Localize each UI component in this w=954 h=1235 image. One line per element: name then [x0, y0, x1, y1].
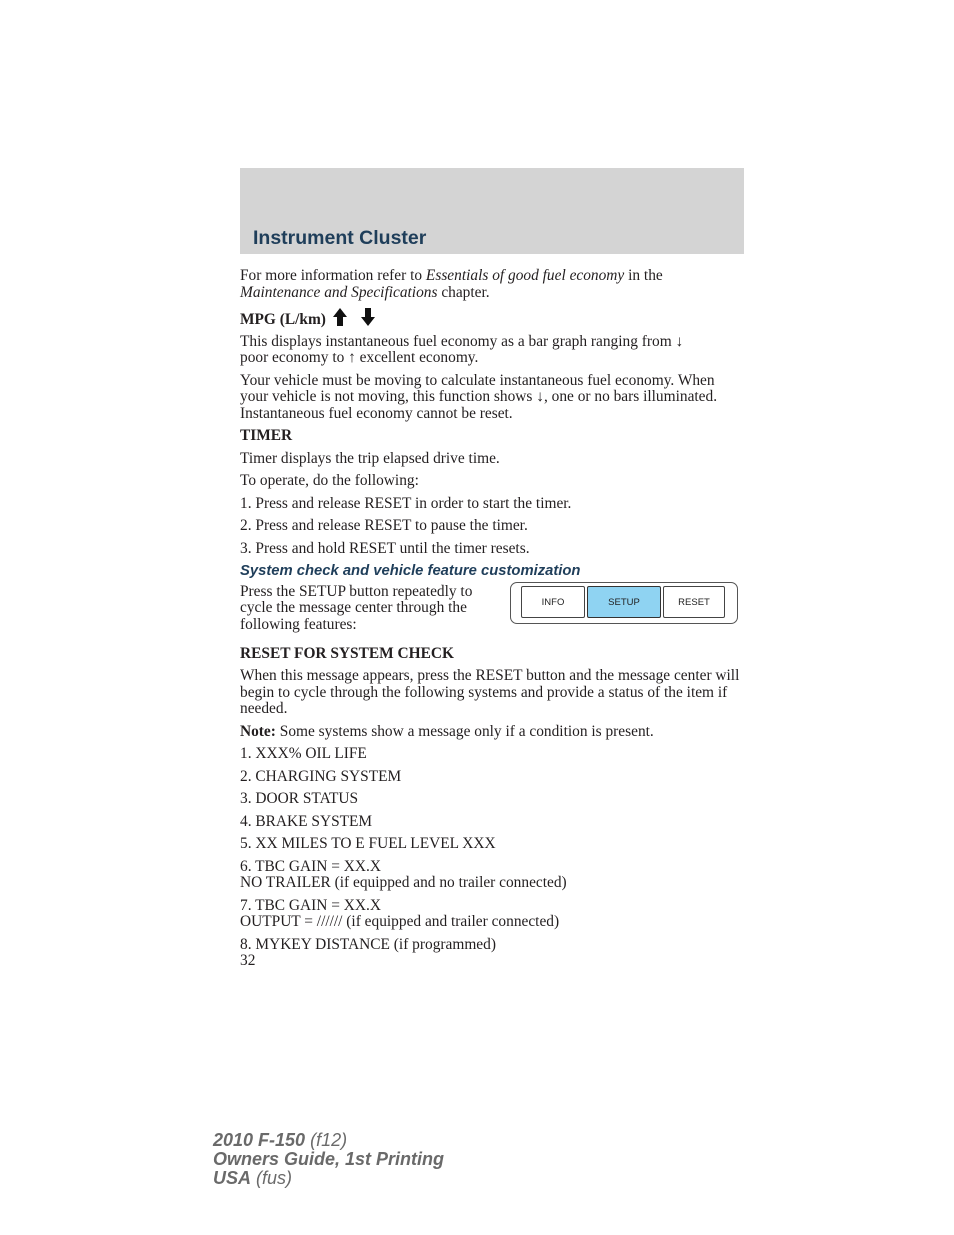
mpg-text-1a: This displays instantaneous fuel economy as a bar graph ranging from ↓: [240, 332, 684, 350]
timer-operate: To operate, do the following:: [240, 472, 419, 489]
setup-instructions: Press the SETUP button repeatedly to cycle the message center through the following features:: [240, 582, 473, 633]
section-title: Instrument Cluster: [253, 227, 427, 249]
note-label: Note:: [240, 722, 276, 740]
page-number: 32: [240, 952, 256, 969]
section-header: [240, 168, 744, 254]
list-item-line: NO TRAILER (if equipped and no trailer connected): [240, 874, 567, 891]
mpg-paragraph-1: [240, 334, 744, 367]
list-item: 5. XX MILES TO E FUEL LEVEL XXX: [240, 835, 496, 852]
note-paragraph: [240, 724, 744, 741]
arrow-up-icon: [332, 307, 348, 327]
footer-code: (f12): [305, 1130, 348, 1150]
page-content: [240, 268, 744, 976]
intro-italic-ref: Essentials of good fuel economy: [425, 267, 625, 284]
footer-region-code: (fus): [251, 1168, 293, 1188]
intro-text-mid: in the: [624, 267, 663, 284]
footer-model: 2010 F-150: [213, 1130, 306, 1150]
footer: [213, 1131, 444, 1188]
mpg-heading-row: [240, 307, 744, 329]
timer-heading: TIMER: [240, 427, 293, 444]
reset-check-heading: RESET FOR SYSTEM CHECK: [240, 644, 454, 662]
setup-button: SETUP: [587, 586, 661, 618]
message-center-button-panel: [510, 582, 738, 624]
footer-region: USA: [213, 1168, 252, 1188]
footer-line-2: Owners Guide, 1st Printing: [213, 1149, 445, 1169]
arrow-down-icon: [360, 307, 376, 327]
list-item: 2. CHARGING SYSTEM: [240, 767, 402, 785]
footer-line-3: [213, 1169, 444, 1188]
info-button: INFO: [521, 586, 585, 618]
setup-row: [240, 584, 744, 642]
list-item: 3. DOOR STATUS: [240, 790, 359, 807]
intro-text: For more information refer to: [240, 267, 426, 284]
reset-check-paragraph: When this message appears, press the RESET button and the message center will begin to cycle through the following systems and provide a status of the item if needed.: [240, 667, 740, 717]
intro-paragraph: [240, 268, 744, 301]
list-item-line: 6. TBC GAIN = XX.X: [240, 857, 381, 875]
timer-step: 3. Press and hold RESET until the timer resets.: [240, 539, 530, 557]
intro-italic-chapter: Maintenance and Specifications: [240, 283, 438, 301]
note-text: Some systems show a message only if a condition is present.: [275, 722, 654, 740]
intro-text-suffix: chapter.: [437, 283, 490, 301]
list-item: [240, 898, 744, 931]
list-item: [240, 859, 744, 892]
mpg-heading: MPG (L/km): [240, 311, 326, 328]
timer-step: 2. Press and release RESET to pause the timer.: [240, 517, 528, 534]
timer-step: 1. Press and release RESET in order to start the timer.: [240, 494, 572, 512]
list-item: 1. XXX% OIL LIFE: [240, 745, 367, 762]
footer-line-1: [213, 1131, 444, 1150]
list-item: 4. BRAKE SYSTEM: [240, 812, 373, 830]
list-item-line: OUTPUT = ////// (if equipped and trailer connected): [240, 913, 560, 930]
timer-description: Timer displays the trip elapsed drive time.: [240, 449, 500, 467]
reset-button: RESET: [663, 586, 725, 618]
mpg-text-1b: poor economy to ↑ excellent economy.: [240, 349, 479, 366]
system-check-heading: System check and vehicle feature customization: [240, 563, 581, 579]
list-item: 8. MYKEY DISTANCE (if programmed): [240, 935, 496, 953]
list-item-line: 7. TBC GAIN = XX.X: [240, 896, 381, 914]
mpg-paragraph-2: Your vehicle must be moving to calculate instantaneous fuel economy. When your vehicle is not moving, this function shows ↓, one or no bars illuminated. Instantaneous fuel economy cannot be reset.: [240, 371, 718, 422]
